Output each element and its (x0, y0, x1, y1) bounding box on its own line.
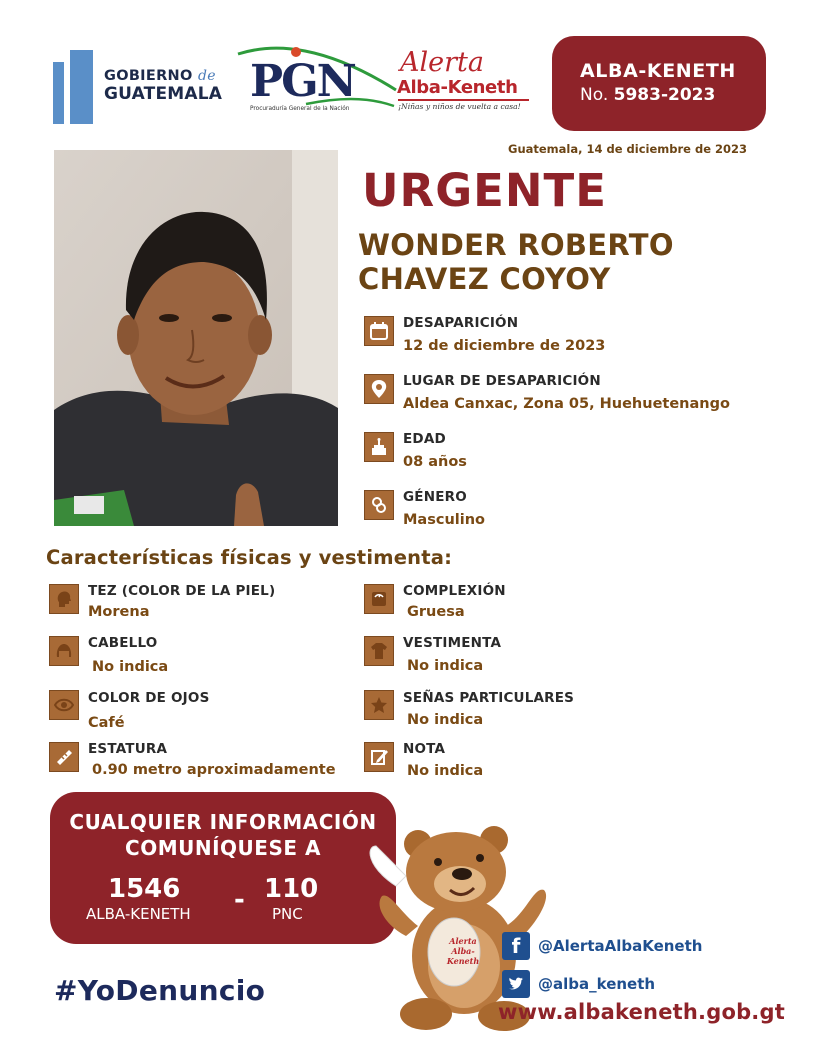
phys-value-vestimenta: No indica (407, 658, 484, 674)
calendar-icon (364, 316, 394, 346)
detail-value-desaparicion: 12 de diciembre de 2023 (403, 338, 606, 354)
mascot-egg-logo: Alerta Alba-Keneth (446, 936, 480, 966)
star-icon (364, 690, 394, 720)
gobierno-de-word: de (197, 68, 216, 84)
pgn-logo-text: PGN (250, 56, 355, 107)
pgn-logo-subtitle: Procuraduría General de la Nación (250, 106, 350, 112)
hair-icon (49, 636, 79, 666)
phys-label-complexion: COMPLEXIÓN (403, 583, 506, 599)
hashtag-yodenuncio: #YoDenuncio (54, 974, 266, 1007)
contact-label-alba-keneth: ALBA-KENETH (86, 905, 191, 923)
phys-label-nota: NOTA (403, 741, 446, 757)
alerta-logo-word: Alerta (400, 47, 484, 78)
phys-value-senas: No indica (407, 712, 484, 728)
detail-label-genero: GÉNERO (403, 489, 467, 505)
phys-label-senas: SEÑAS PARTICULARES (403, 690, 575, 706)
publication-date: Guatemala, 14 de diciembre de 2023 (508, 142, 748, 156)
head-silhouette-icon (49, 584, 79, 614)
birthday-cake-icon (364, 432, 394, 462)
alerta-logo-name: Alba-Keneth (397, 77, 518, 98)
twitter-icon[interactable] (502, 970, 530, 998)
contact-line2: COMUNÍQUESE A (125, 836, 321, 860)
eye-icon (49, 690, 79, 720)
missing-person-name-line1: WONDER ROBERTO (358, 228, 674, 262)
detail-label-lugar: LUGAR DE DESAPARICIÓN (403, 373, 601, 389)
urgent-heading: URGENTE (362, 164, 607, 217)
gobierno-logo-line2: GUATEMALA (104, 84, 223, 104)
facebook-handle[interactable]: @AlertaAlbaKeneth (538, 937, 703, 955)
website-url[interactable]: www.albakeneth.gob.gt (498, 1000, 785, 1024)
tshirt-icon (364, 636, 394, 666)
detail-label-edad: EDAD (403, 431, 446, 447)
facebook-icon[interactable]: f (502, 932, 530, 960)
contact-label-pnc: PNC (272, 905, 303, 923)
phys-label-vestimenta: VESTIMENTA (403, 635, 502, 651)
missing-person-name-line2: CHAVEZ COYOY (358, 262, 611, 296)
alerta-logo-tagline: ¡Niñas y niños de vuelta a casa! (398, 102, 521, 111)
gobierno-logo-bar-small (53, 62, 64, 124)
contact-separator: - (234, 885, 245, 915)
twitter-handle[interactable]: @alba_keneth (538, 975, 656, 993)
detail-value-genero: Masculino (403, 512, 485, 528)
phys-value-nota: No indica (407, 763, 484, 779)
badge-number-line (580, 85, 715, 105)
phys-value-estatura: 0.90 metro aproximadamente (92, 762, 336, 778)
gobierno-logo-line1 (104, 68, 216, 84)
phys-value-ojos: Café (88, 715, 125, 731)
contact-number-alba-keneth[interactable]: 1546 (108, 874, 181, 904)
alerta-logo-underline (398, 99, 529, 101)
ruler-icon (49, 742, 79, 772)
phys-label-cabello: CABELLO (88, 635, 158, 651)
detail-label-desaparicion: DESAPARICIÓN (403, 315, 519, 331)
scale-icon (364, 584, 394, 614)
phys-label-tez: TEZ (COLOR DE LA PIEL) (88, 583, 276, 599)
physical-characteristics-title: Características físicas y vestimenta: (46, 546, 453, 569)
location-pin-icon (364, 374, 394, 404)
note-edit-icon (364, 742, 394, 772)
phys-label-estatura: ESTATURA (88, 741, 168, 757)
contact-line1: CUALQUIER INFORMACIÓN (69, 810, 377, 834)
detail-value-edad: 08 años (403, 454, 467, 470)
contact-number-pnc[interactable]: 110 (264, 874, 319, 904)
contact-info-box (50, 792, 396, 944)
phys-value-cabello: No indica (92, 659, 169, 675)
gobierno-logo-bar-large (70, 50, 93, 124)
missing-child-photo (54, 150, 338, 526)
gobierno-word: GOBIERNO (104, 68, 193, 84)
phys-value-tez: Morena (88, 604, 150, 620)
badge-no-prefix: No. (580, 85, 609, 105)
badge-title: ALBA-KENETH (580, 60, 736, 82)
detail-value-lugar: Aldea Canxac, Zona 05, Huehuetenango (403, 396, 730, 412)
badge-number: 5983-2023 (613, 85, 716, 105)
case-number-badge (552, 36, 766, 131)
gender-icon (364, 490, 394, 520)
phys-value-complexion: Gruesa (407, 604, 465, 620)
phys-label-ojos: COLOR DE OJOS (88, 690, 210, 706)
